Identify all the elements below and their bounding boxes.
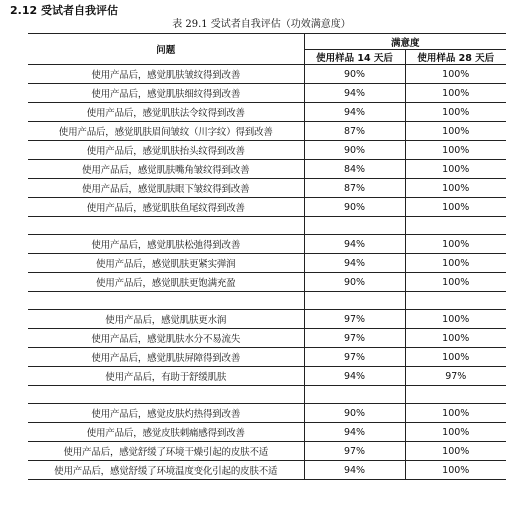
day14-value-cell: 87% xyxy=(304,122,405,141)
question-cell: 使用产品后，感觉肌肤屏障得到改善 xyxy=(28,348,304,367)
question-cell: 使用产品后，感觉肌肤更紧实弹润 xyxy=(28,254,304,273)
header-satisfaction: 满意度 xyxy=(304,34,506,50)
day28-value-cell: 100% xyxy=(405,310,506,329)
question-cell: 使用产品后，感觉肌肤更水润 xyxy=(28,310,304,329)
day28-value-cell: 100% xyxy=(405,423,506,442)
day14-value-cell: 97% xyxy=(304,329,405,348)
question-cell: 使用产品后，感觉肌肤松弛得到改善 xyxy=(28,235,304,254)
table-row xyxy=(28,461,506,480)
day14-value-cell: 94% xyxy=(304,367,405,386)
empty-cell xyxy=(28,386,304,404)
day28-value-cell: 100% xyxy=(405,141,506,160)
day28-value-cell: 100% xyxy=(405,103,506,122)
table-row xyxy=(28,122,506,141)
empty-cell xyxy=(405,292,506,310)
day28-value-cell: 100% xyxy=(405,179,506,198)
question-cell: 使用产品后，感觉肌肤嘴角皱纹得到改善 xyxy=(28,160,304,179)
question-cell: 使用产品后，有助于舒缓肌肤 xyxy=(28,367,304,386)
day28-value-cell: 100% xyxy=(405,404,506,423)
question-cell: 使用产品后，感觉肌肤更饱满充盈 xyxy=(28,273,304,292)
question-cell: 使用产品后，感觉肌肤抬头纹得到改善 xyxy=(28,141,304,160)
question-cell: 使用产品后，感觉肌肤法令纹得到改善 xyxy=(28,103,304,122)
empty-cell xyxy=(28,217,304,235)
empty-cell xyxy=(304,386,405,404)
table-row xyxy=(28,84,506,103)
question-cell: 使用产品后，感觉肌肤眉间皱纹（川字纹）得到改善 xyxy=(28,122,304,141)
empty-cell xyxy=(28,292,304,310)
question-cell: 使用产品后，感觉肌肤鱼尾纹得到改善 xyxy=(28,198,304,217)
day14-value-cell: 90% xyxy=(304,273,405,292)
table-row xyxy=(28,367,506,386)
day14-value-cell: 97% xyxy=(304,348,405,367)
question-cell: 使用产品后，感觉舒缓了环境干燥引起的皮肤不适 xyxy=(28,442,304,461)
question-cell: 使用产品后，感觉肌肤水分不易流失 xyxy=(28,329,304,348)
satisfaction-table xyxy=(28,33,506,480)
day28-value-cell: 100% xyxy=(405,329,506,348)
day28-value-cell: 97% xyxy=(405,367,506,386)
day28-value-cell: 100% xyxy=(405,348,506,367)
day14-value-cell: 97% xyxy=(304,442,405,461)
question-cell: 使用产品后，感觉肌肤皱纹得到改善 xyxy=(28,65,304,84)
question-cell: 使用产品后，感觉皮肤灼热得到改善 xyxy=(28,404,304,423)
table-row xyxy=(28,198,506,217)
day28-value-cell: 100% xyxy=(405,84,506,103)
day14-value-cell: 84% xyxy=(304,160,405,179)
question-cell: 使用产品后，感觉肌肤眼下皱纹得到改善 xyxy=(28,179,304,198)
question-cell: 使用产品后，感觉舒缓了环境温度变化引起的皮肤不适 xyxy=(28,461,304,480)
header-day28: 使用样品 28 天后 xyxy=(405,50,506,65)
day14-value-cell: 94% xyxy=(304,254,405,273)
day14-value-cell: 94% xyxy=(304,235,405,254)
header-day14: 使用样品 14 天后 xyxy=(304,50,405,65)
day14-value-cell: 94% xyxy=(304,84,405,103)
table-row xyxy=(28,273,506,292)
table-row xyxy=(28,423,506,442)
table-row xyxy=(28,179,506,198)
empty-cell xyxy=(304,217,405,235)
table-caption: 表 29.1 受试者自我评估（功效满意度） xyxy=(172,19,351,30)
table-row xyxy=(28,404,506,423)
day14-value-cell: 87% xyxy=(304,179,405,198)
day28-value-cell: 100% xyxy=(405,254,506,273)
day28-value-cell: 100% xyxy=(405,442,506,461)
empty-cell xyxy=(405,386,506,404)
table-row xyxy=(28,65,506,84)
day28-value-cell: 100% xyxy=(405,235,506,254)
day28-value-cell: 100% xyxy=(405,160,506,179)
question-cell: 使用产品后，感觉皮肤刺痛感得到改善 xyxy=(28,423,304,442)
day28-value-cell: 100% xyxy=(405,273,506,292)
group-separator-row xyxy=(28,292,506,310)
question-cell: 使用产品后，感觉肌肤细纹得到改善 xyxy=(28,84,304,103)
day14-value-cell: 90% xyxy=(304,141,405,160)
table-row xyxy=(28,254,506,273)
day14-value-cell: 94% xyxy=(304,461,405,480)
day14-value-cell: 94% xyxy=(304,103,405,122)
table-row xyxy=(28,442,506,461)
header-question: 问题 xyxy=(28,34,304,65)
group-separator-row xyxy=(28,217,506,235)
table-row xyxy=(28,160,506,179)
group-separator-row xyxy=(28,386,506,404)
table-row xyxy=(28,141,506,160)
day14-value-cell: 90% xyxy=(304,65,405,84)
table-row xyxy=(28,348,506,367)
table-row xyxy=(28,329,506,348)
day28-value-cell: 100% xyxy=(405,461,506,480)
section-heading: 2.12 受试者自我评估 xyxy=(10,4,118,17)
table-body xyxy=(28,65,506,480)
day14-value-cell: 97% xyxy=(304,310,405,329)
empty-cell xyxy=(405,217,506,235)
table-row xyxy=(28,310,506,329)
empty-cell xyxy=(304,292,405,310)
table-row xyxy=(28,103,506,122)
day14-value-cell: 90% xyxy=(304,404,405,423)
day28-value-cell: 100% xyxy=(405,198,506,217)
day14-value-cell: 94% xyxy=(304,423,405,442)
day14-value-cell: 90% xyxy=(304,198,405,217)
table-row xyxy=(28,235,506,254)
day28-value-cell: 100% xyxy=(405,122,506,141)
day28-value-cell: 100% xyxy=(405,65,506,84)
